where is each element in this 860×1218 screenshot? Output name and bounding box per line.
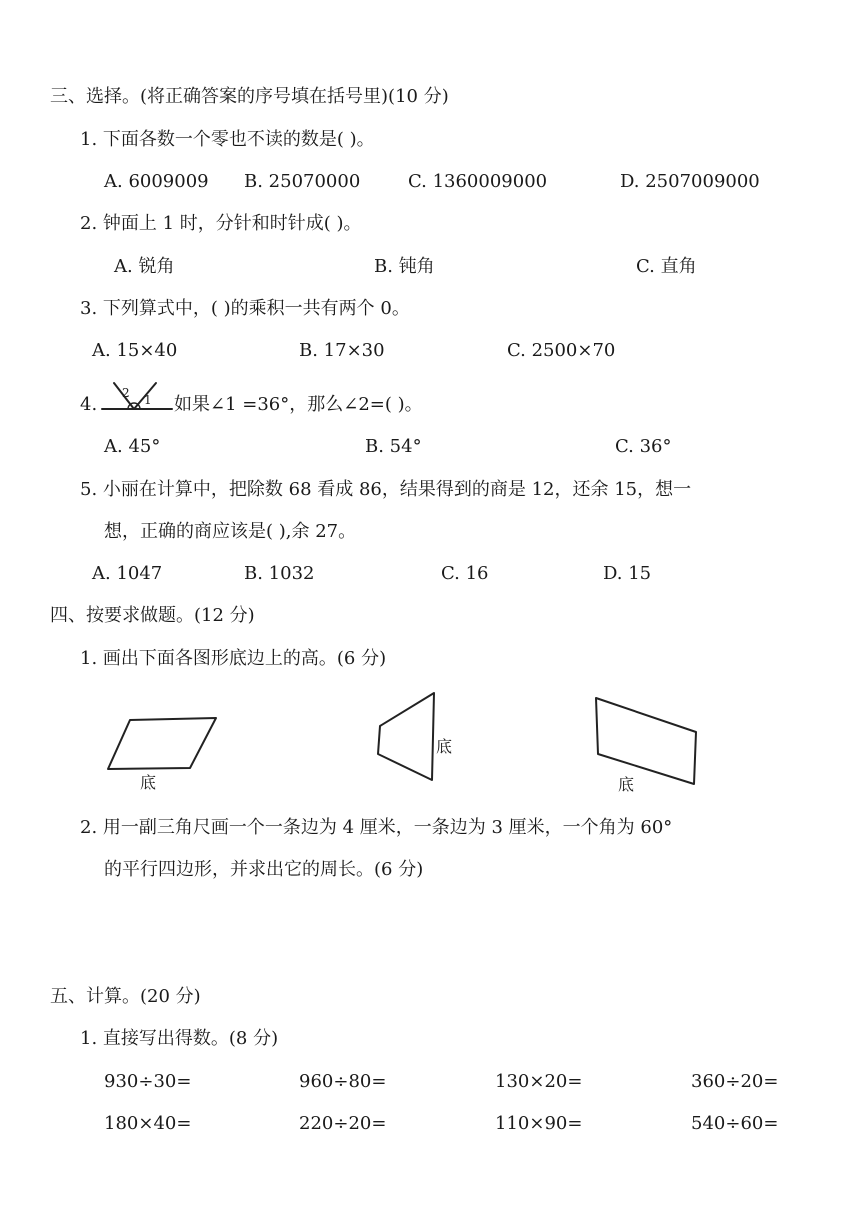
option-3-4-a: A. 45° <box>104 436 161 457</box>
option-3-1-d: D. 2507009000 <box>620 171 760 192</box>
calc-item: 180×40= <box>104 1113 192 1134</box>
question-3-1-stem: 1. 下面各数一个零也不读的数是( )。 <box>80 129 375 150</box>
option-3-3-a: A. 15×40 <box>92 340 178 361</box>
parallelogram-shape <box>108 718 216 769</box>
calc-item: 360÷20= <box>691 1071 779 1092</box>
angle-figure <box>100 380 174 412</box>
option-3-5-b: B. 1032 <box>244 563 315 584</box>
question-4-2-line1: 2. 用一副三角尺画一个一条边为 4 厘米，一条边为 3 厘米，一个角为 60° <box>80 817 673 838</box>
rhombus-shape <box>596 698 696 784</box>
question-3-4-stem: 如果∠1 =36°，那么∠2=( )。 <box>174 394 423 415</box>
angle-2-label: 2 <box>122 386 130 400</box>
option-3-1-c: C. 1360009000 <box>408 171 548 192</box>
question-4-1-stem: 1. 画出下面各图形底边上的高。(6 分) <box>80 648 387 669</box>
question-3-4-number: 4. <box>80 394 98 415</box>
option-3-4-b: B. 54° <box>365 436 422 457</box>
option-3-5-c: C. 16 <box>441 563 489 584</box>
question-5-1-stem: 1. 直接写出得数。(8 分) <box>80 1028 279 1049</box>
calc-item: 540÷60= <box>691 1113 779 1134</box>
section-3-heading: 三、选择。(将正确答案的序号填在括号里)(10 分) <box>50 86 449 107</box>
option-3-5-a: A. 1047 <box>92 563 163 584</box>
parallelogram-base-label: 底 <box>140 773 157 792</box>
angle-1-label: 1 <box>144 393 152 407</box>
question-3-2-stem: 2. 钟面上 1 时，分针和时针成( )。 <box>80 213 362 234</box>
option-3-3-c: C. 2500×70 <box>507 340 616 361</box>
option-3-2-b: B. 钝角 <box>374 256 435 277</box>
calc-item: 220÷20= <box>299 1113 387 1134</box>
option-3-4-c: C. 36° <box>615 436 672 457</box>
option-3-5-d: D. 15 <box>603 563 652 584</box>
trapezoid-shape <box>378 693 434 780</box>
trapezoid-base-label: 底 <box>436 737 453 756</box>
option-3-2-a: A. 锐角 <box>114 256 175 277</box>
calc-item: 130×20= <box>495 1071 583 1092</box>
parallelogram-figure <box>100 712 224 794</box>
option-3-3-b: B. 17×30 <box>299 340 385 361</box>
rhombus-base-label: 底 <box>618 775 635 794</box>
question-4-2-line2: 的平行四边形，并求出它的周长。(6 分) <box>104 859 424 880</box>
option-3-2-c: C. 直角 <box>636 256 697 277</box>
trapezoid-figure <box>374 688 470 784</box>
calc-item: 930÷30= <box>104 1071 192 1092</box>
calc-item: 960÷80= <box>299 1071 387 1092</box>
option-3-1-b: B. 25070000 <box>244 171 361 192</box>
option-3-1-a: A. 6009009 <box>104 171 209 192</box>
rhombus-figure <box>590 692 700 800</box>
calc-item: 110×90= <box>495 1113 583 1134</box>
question-3-3-stem: 3. 下列算式中，( )的乘积一共有两个 0。 <box>80 298 410 319</box>
section-5-heading: 五、计算。(20 分) <box>50 986 201 1007</box>
section-4-heading: 四、按要求做题。(12 分) <box>50 605 255 626</box>
question-3-5-stem-line1: 5. 小丽在计算中，把除数 68 看成 86，结果得到的商是 12，还余 15，想一 <box>80 479 692 500</box>
question-3-5-stem-line2: 想，正确的商应该是( ),余 27。 <box>104 521 357 542</box>
